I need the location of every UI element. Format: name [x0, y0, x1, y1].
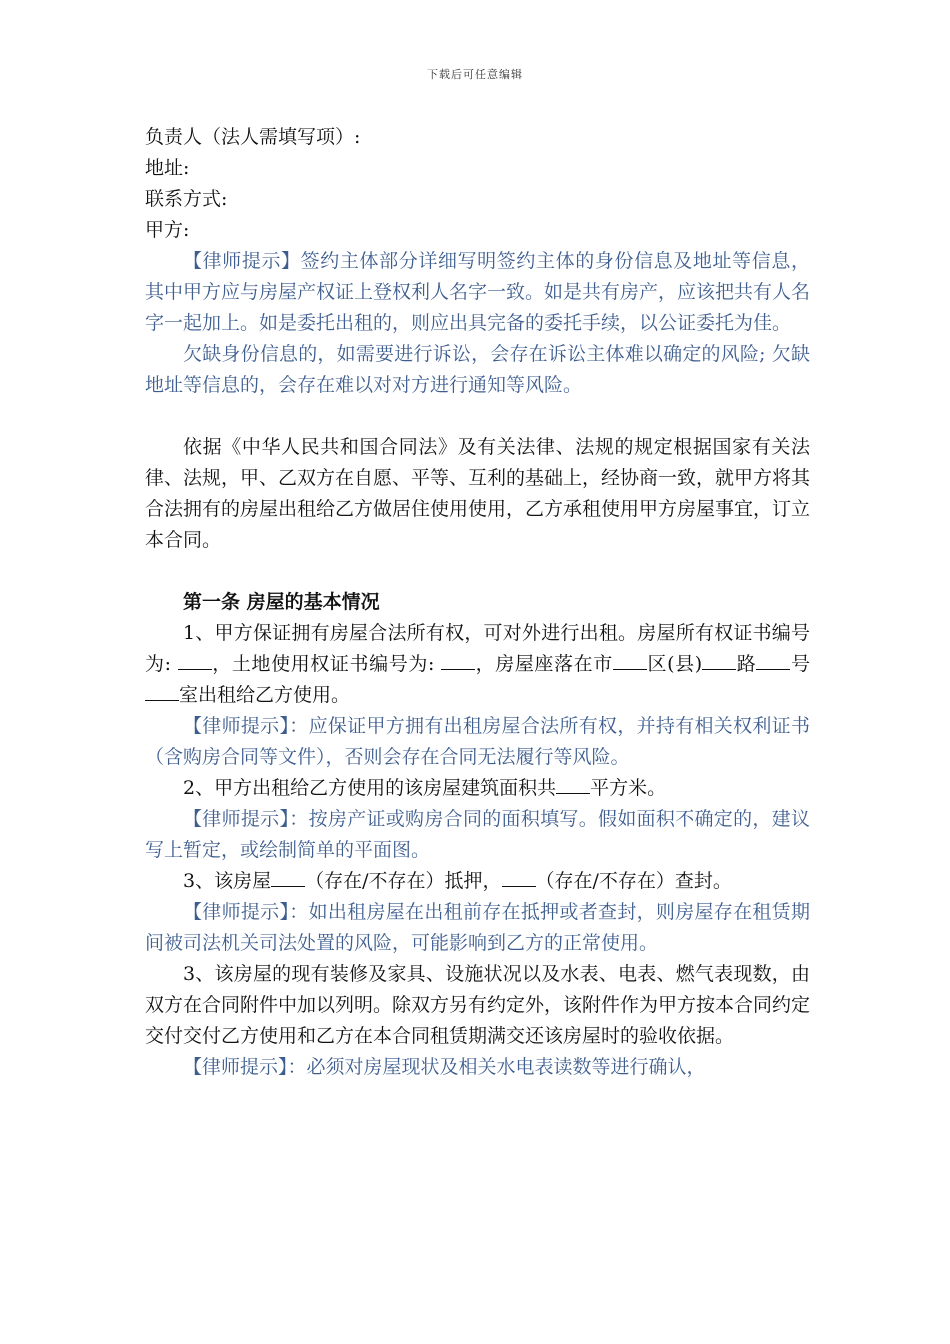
address-line: 地址:	[145, 157, 190, 179]
lawyer-tip-5: 【律师提示】：必须对房屋现状及相关水电表读数等进行确认，	[183, 1056, 706, 1078]
blank-road[interactable]	[756, 669, 790, 670]
lawyer-tip-4: 【律师提示】：如出租房屋在出租前存在抵押或者查封，则房屋存在租赁期间被司法机关司法处置的风险，可能影响到乙方的正常使用。	[145, 901, 810, 954]
blank-city[interactable]	[613, 669, 647, 670]
article-1-title: 第一条 房屋的基本情况	[183, 591, 380, 613]
item-1: 1、甲方保证拥有房屋合法所有权，可对外进行出租。房屋所有权证书编号为: ，土地使用权证书编号为: ，房屋座落在市 区(县) 路 号室出租给乙方使用。	[145, 622, 810, 706]
blank-area[interactable]	[556, 793, 590, 794]
lawyer-tip-1-continued: 欠缺身份信息的，如需要进行诉讼，会存在诉讼主体难以确定的风险; 欠缺地址等信息的，会存在难以对对方进行通知等风险。	[145, 343, 810, 396]
blank-certificate-number[interactable]	[178, 669, 212, 670]
contact-line: 联系方式:	[145, 188, 228, 210]
spacer	[145, 401, 810, 432]
lawyer-tip-2: 【律师提示】：应保证甲方拥有出租房屋合法所有权，并持有相关权利证书（含购房合同等文件），否则会存在合同无法履行等风险。	[145, 715, 810, 768]
page-header: 下载后可任意编辑	[427, 68, 523, 81]
blank-mortgage[interactable]	[271, 886, 305, 887]
party-a-line: 甲方:	[145, 219, 190, 241]
tip-label: 【律师提示】	[183, 250, 301, 272]
item-3-fixtures: 3、该房屋的现有装修及家具、设施状况以及水表、电表、燃气表现数，由双方在合同附件中加以列明。除双方另有约定外，该附件作为甲方按本合同约定交付交付乙方使用和乙方在本合同租赁期满交还该房屋时的验收依据。	[145, 963, 811, 1047]
item-3-mortgage: 3、该房屋 （存在/不存在）抵押， （存在/不存在）查封。	[183, 870, 732, 892]
lawyer-tip-3: 【律师提示】：按房产证或购房合同的面积填写。假如面积不确定的，建议写上暂定，或绘制简单的平面图。	[145, 808, 810, 861]
document-body	[145, 122, 810, 1083]
blank-number[interactable]	[145, 700, 179, 701]
spacer	[145, 556, 810, 587]
tip-text: 签约主体部分详细写明签约主体的身份信息及地址等信息，其中甲方应与房屋产权证上登权利人名字一致。如是共有房产，应该把共有人名字一起加上。如是委托出租的，则应出具完备的委托手续，以公证委托为佳。	[145, 250, 811, 334]
intro-paragraph: 依据《中华人民共和国合同法》及有关法律、法规的规定根据国家有关法律、法规，甲、乙双方在自愿、平等、互利的基础上，经协商一致，就甲方将其合法拥有的房屋出租给乙方做居住使用使用，乙方承租使用甲方房屋事宜，订立本合同。	[145, 436, 811, 551]
responsible-line: 负责人（法人需填写项）:	[145, 126, 361, 148]
blank-land-certificate[interactable]	[441, 669, 475, 670]
lawyer-tip-1	[145, 246, 810, 339]
blank-seizure[interactable]	[502, 886, 536, 887]
blank-district[interactable]	[702, 669, 736, 670]
item-2: 2、甲方出租给乙方使用的该房屋建筑面积共 平方米。	[183, 777, 667, 799]
